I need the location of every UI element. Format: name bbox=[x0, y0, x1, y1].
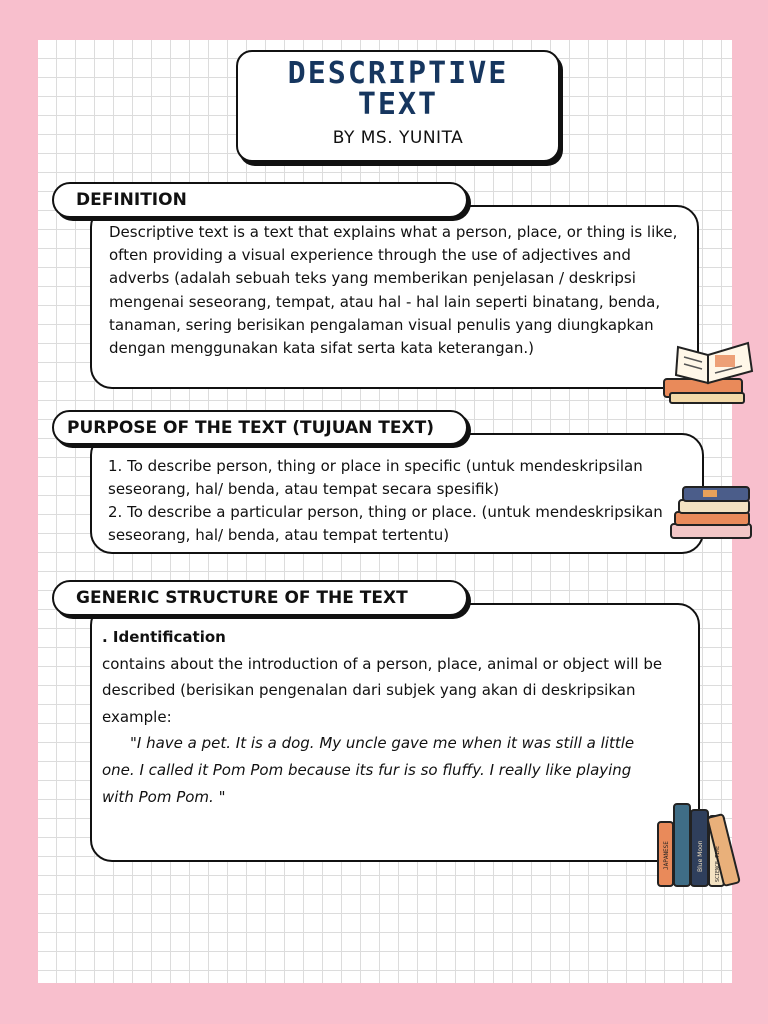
definition-heading: DEFINITION bbox=[52, 182, 468, 218]
purpose-point-2: 2. To describe a particular person, thing or place. (untuk mendeskripsikan seseorang, hal/ benda, atau tempat tertentu) bbox=[108, 503, 663, 544]
title-card bbox=[236, 50, 560, 162]
structure-description: contains about the introduction of a person, place, animal or object will be described (berisikan pengenalan dari subjek yang akan di deskripsikan bbox=[102, 654, 663, 700]
example-label: example: bbox=[102, 707, 172, 726]
purpose-heading: PURPOSE OF THE TEXT (TUJUAN TEXT) bbox=[52, 410, 468, 445]
structure-subheading: . Identification bbox=[102, 628, 226, 646]
page-title bbox=[238, 58, 558, 120]
definition-text: Descriptive text is a text that explains what a person, place, or thing is like, often providing a visual experience through the use of adjectives and adverbs (adalah sebuah teks yang memberikan penjelasan / deskripsi mengenai seseorang, tempat, atau hal - hal lain seperti binatang, benda, tanaman, sering berisikan pengalaman visual penulis yang diungkapkan dengan menggunakan kata sifat serta kata keterangan.) bbox=[109, 223, 678, 358]
book-spine-label-2: Blue Moon bbox=[697, 840, 704, 872]
open-book-icon bbox=[660, 335, 760, 407]
structure-body bbox=[102, 624, 667, 810]
purpose-point-1: 1. To describe person, thing or place in specific (untuk mendeskripsilan seseorang, hal/ benda, atau tempat secara spesifik) bbox=[108, 457, 643, 498]
structure-heading: GENERIC STRUCTURE OF THE TEXT bbox=[52, 580, 468, 616]
upright-books-icon bbox=[654, 800, 754, 888]
book-spine-label-3: SCIENCE TIME bbox=[715, 845, 721, 882]
definition-body bbox=[109, 221, 684, 360]
title-line-2: TEXT bbox=[357, 87, 439, 122]
example-quote: "I have a pet. It is a dog. My uncle gave me when it was still a little one. I called it Pom Pom because its fur is so fluffy. I really like playing with Pom Pom. " bbox=[102, 734, 635, 806]
book-stack-icon bbox=[667, 484, 755, 542]
title-line-1: DESCRIPTIVE bbox=[287, 56, 509, 91]
purpose-body bbox=[108, 455, 693, 547]
book-spine-label-1: JAPANESE bbox=[663, 841, 670, 870]
author-byline: BY MS. YUNITA bbox=[332, 128, 464, 148]
